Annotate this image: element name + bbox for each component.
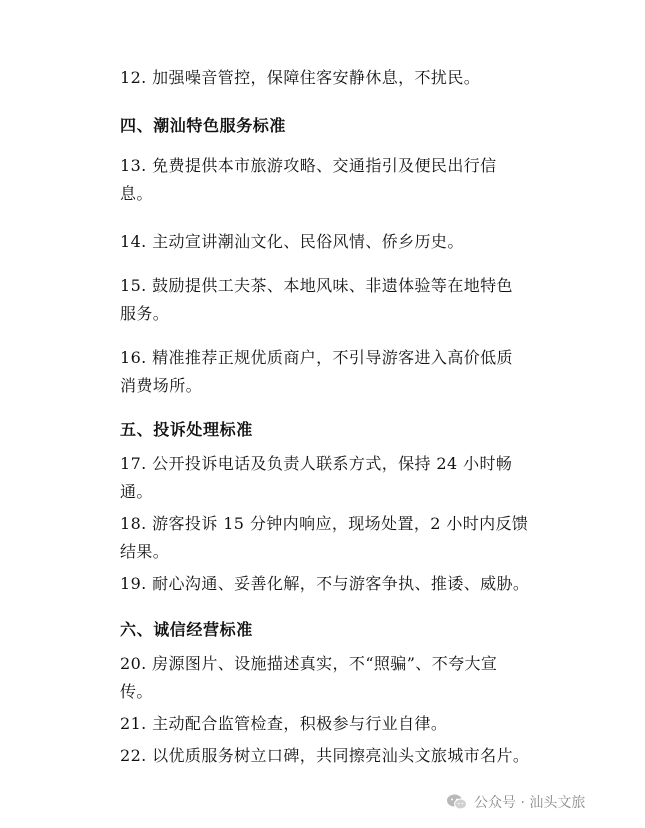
- source-watermark: [446, 790, 585, 814]
- clause-21: 21. 主动配合监管检查，积极参与行业自律。: [120, 714, 448, 733]
- clause-20-line-2: 传。: [120, 682, 153, 701]
- clause-15-line-1: 15. 鼓励提供工夫茶、本地风味、非遗体验等在地特色: [120, 276, 513, 295]
- clause-20-line-1: 20. 房源图片、设施描述真实，不“照骗”、不夸大宣: [120, 654, 498, 673]
- clause-18-line-2: 结果。: [120, 542, 170, 561]
- clause-22: 22. 以优质服务树立口碑，共同擦亮汕头文旅城市名片。: [120, 746, 530, 765]
- clause-13-line-1: 13. 免费提供本市旅游攻略、交通指引及便民出行信: [120, 156, 497, 175]
- clause-18-line-1: 18. 游客投诉 15 分钟内响应，现场处置，2 小时内反馈: [120, 514, 529, 533]
- clause-12: 12. 加强噪音管控，保障住客安静休息，不扰民。: [120, 68, 481, 87]
- clause-14: 14. 主动宣讲潮汕文化、民俗风情、侨乡历史。: [120, 232, 464, 251]
- watermark-text: 公众号 · 汕头文旅: [474, 795, 586, 811]
- section-heading-6: 六、诚信经营标准: [120, 620, 253, 639]
- clause-13-line-2: 息。: [120, 184, 153, 203]
- clause-19: 19. 耐心沟通、妥善化解，不与游客争执、推诿、威胁。: [120, 574, 530, 593]
- section-heading-4: 四、潮汕特色服务标准: [120, 116, 287, 135]
- wechat-icon: [446, 793, 468, 811]
- clause-15-line-2: 服务。: [120, 304, 170, 323]
- clause-16-line-1: 16. 精准推荐正规优质商户，不引导游客进入高价低质: [120, 348, 513, 367]
- section-heading-5: 五、投诉处理标准: [120, 420, 253, 439]
- clause-17-line-1: 17. 公开投诉电话及负责人联系方式，保持 24 小时畅: [120, 454, 513, 473]
- clause-16-line-2: 消费场所。: [120, 376, 203, 395]
- clause-17-line-2: 通。: [120, 482, 153, 501]
